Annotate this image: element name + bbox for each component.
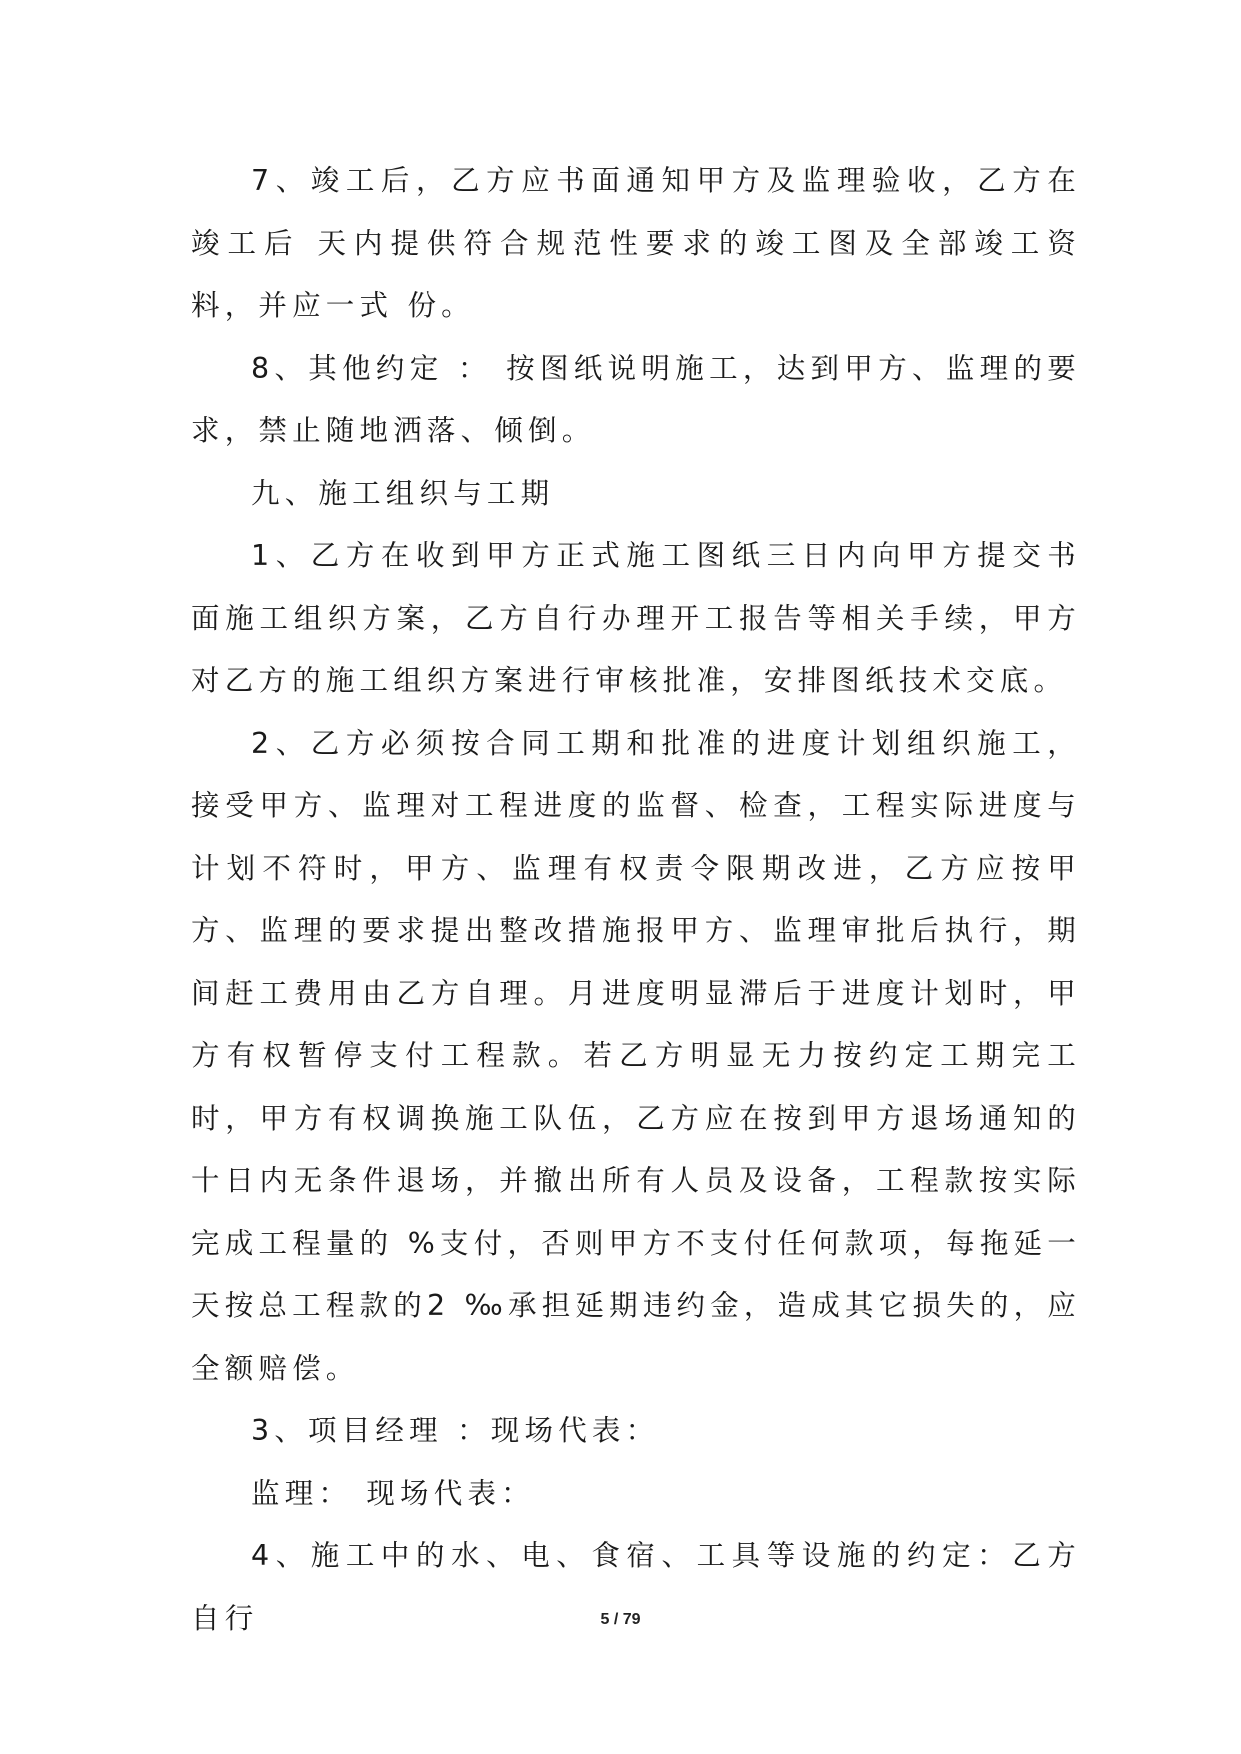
clause-9-3: 3、项目经理 ：现场代表：	[251, 1414, 660, 1447]
page-number: 5 / 79	[600, 1611, 641, 1628]
clause-7: 7、竣工后，乙方应书面通知甲方及监理验收，乙方在竣工后 天内提供符合规范性要求的竣工图及全部竣工资料，并应一式 份。	[191, 164, 1081, 322]
clause-9-2: 2、乙方必须按合同工期和批准的进度计划组织施工，接受甲方、监理对工程进度的监督、检查，工程实际进度与计划不符时，甲方、监理有权责令限期改进，乙方应按甲方、监理的要求提出整改措施报甲方、监理审批后执行，期间赶工费用由乙方自理。月进度明显滞后于进度计划时，甲方有权暂停支付工程款。若乙方明显无力按约定工期完工时，甲方有权调换施工队伍，乙方应在按到甲方退场通知的十日内无条件退场，并撤出所有人员及设备，工程款按实际完成工程量的 %支付，否则甲方不支付任何款项，每拖延一天按总工程款的2 ‰承担延期违约金，造成其它损失的，应全额赔偿。	[191, 726, 1081, 1385]
section-heading-9: 九、施工组织与工期	[251, 476, 555, 510]
clause-9-4: 4、施工中的水、电、食宿、工具等设施的约定：乙方自行	[191, 1539, 1081, 1635]
supervisor-line: 监理： 现场代表：	[251, 1476, 535, 1510]
clause-8: 8、其他约定 ： 按图纸说明施工，达到甲方、监理的要求，禁止随地洒落、倾倒。	[191, 351, 1081, 447]
document-body	[191, 150, 1081, 1650]
clause-9-1: 1、乙方在收到甲方正式施工图纸三日内向甲方提交书面施工组织方案，乙方自行办理开工报告等相关手续，甲方对乙方的施工组织方案进行审核批准，安排图纸技术交底。	[191, 539, 1081, 697]
